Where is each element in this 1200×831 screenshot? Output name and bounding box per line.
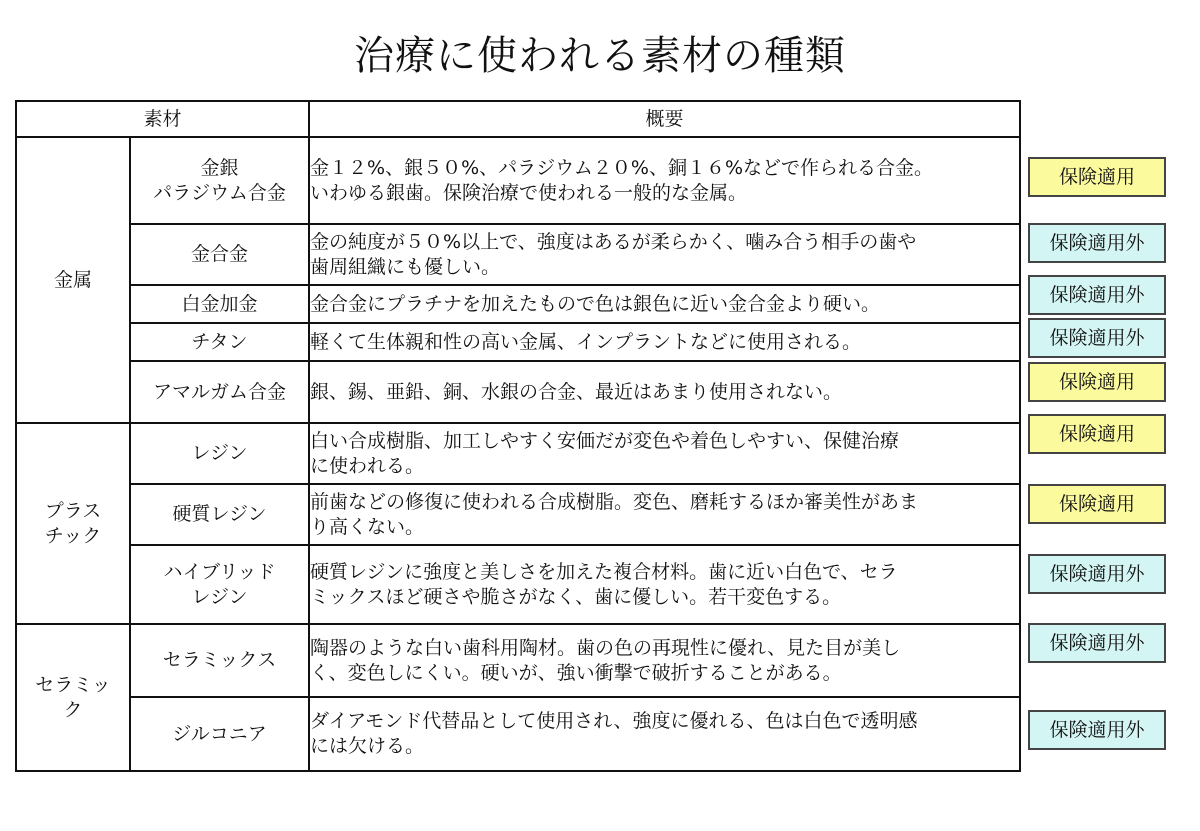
category-plastic: プラス チック xyxy=(16,423,130,624)
header-summary: 概要 xyxy=(309,101,1020,137)
material-description: 陶器のような白い歯科用陶材。歯の色の再現性に優れ、見た目が美し く、変色しにくい。硬いが、強い衝撃で破折することがある。 xyxy=(309,624,1020,697)
material-name: 白金加金 xyxy=(130,285,309,323)
material-description: 金の純度が５０%以上で、強度はあるが柔らかく、噛み合う相手の歯や 歯周組織にも優しい。 xyxy=(309,224,1020,285)
material-name: チタン xyxy=(130,323,309,361)
table-row xyxy=(16,361,1020,423)
category-ceramic: セラミッ ク xyxy=(16,624,130,771)
material-description: ダイアモンド代替品として使用され、強度に優れる、色は白色で透明感 には欠ける。 xyxy=(309,697,1020,771)
insurance-badge: 保険適用外 xyxy=(1028,623,1166,663)
material-description: 白い合成樹脂、加工しやすく安価だが変色や着色しやすい、保健治療 に使われる。 xyxy=(309,423,1020,484)
material-description: 軽くて生体親和性の高い金属、インプラントなどに使用される。 xyxy=(309,323,1020,361)
insurance-badge: 保険適用外 xyxy=(1028,710,1166,750)
table-row xyxy=(16,285,1020,323)
category-metal: 金属 xyxy=(16,137,130,423)
material-name: アマルガム合金 xyxy=(130,361,309,423)
table-row xyxy=(16,484,1020,545)
material-description: 金１２%、銀５０%、パラジウム２０%、銅１６%などで作られる合金。 いわゆる銀歯。保険治療で使われる一般的な金属。 xyxy=(309,137,1020,224)
materials-table xyxy=(15,100,1021,772)
material-name: ハイブリッド レジン xyxy=(130,545,309,624)
insurance-badge: 保険適用 xyxy=(1028,362,1166,402)
material-name: セラミックス xyxy=(130,624,309,697)
insurance-badge: 保険適用 xyxy=(1028,484,1166,524)
table-row xyxy=(16,697,1020,771)
insurance-badge: 保険適用外 xyxy=(1028,275,1166,315)
material-name: 金銀 パラジウム合金 xyxy=(130,137,309,224)
material-name: レジン xyxy=(130,423,309,484)
material-name: 硬質レジン xyxy=(130,484,309,545)
material-description: 銀、錫、亜鉛、銅、水銀の合金、最近はあまり使用されない。 xyxy=(309,361,1020,423)
table-row xyxy=(16,137,1020,224)
header-material: 素材 xyxy=(16,101,309,137)
table-header-row xyxy=(16,101,1020,137)
material-name: ジルコニア xyxy=(130,697,309,771)
material-description: 硬質レジンに強度と美しさを加えた複合材料。歯に近い白色で、セラ ミックスほど硬さや脆さがなく、歯に優しい。若干変色する。 xyxy=(309,545,1020,624)
page-title: 治療に使われる素材の種類 xyxy=(354,33,846,79)
table-row xyxy=(16,323,1020,361)
insurance-badge: 保険適用 xyxy=(1028,157,1166,197)
table-row xyxy=(16,423,1020,484)
material-name: 金合金 xyxy=(130,224,309,285)
material-description: 金合金にプラチナを加えたもので色は銀色に近い金合金より硬い。 xyxy=(309,285,1020,323)
insurance-badge: 保険適用外 xyxy=(1028,554,1166,594)
insurance-badge: 保険適用外 xyxy=(1028,318,1166,358)
material-description: 前歯などの修復に使われる合成樹脂。変色、磨耗するほか審美性があま り高くない。 xyxy=(309,484,1020,545)
insurance-badge: 保険適用外 xyxy=(1028,223,1166,263)
table-row xyxy=(16,545,1020,624)
table-row xyxy=(16,224,1020,285)
table-row xyxy=(16,624,1020,697)
insurance-badge: 保険適用 xyxy=(1028,414,1166,454)
